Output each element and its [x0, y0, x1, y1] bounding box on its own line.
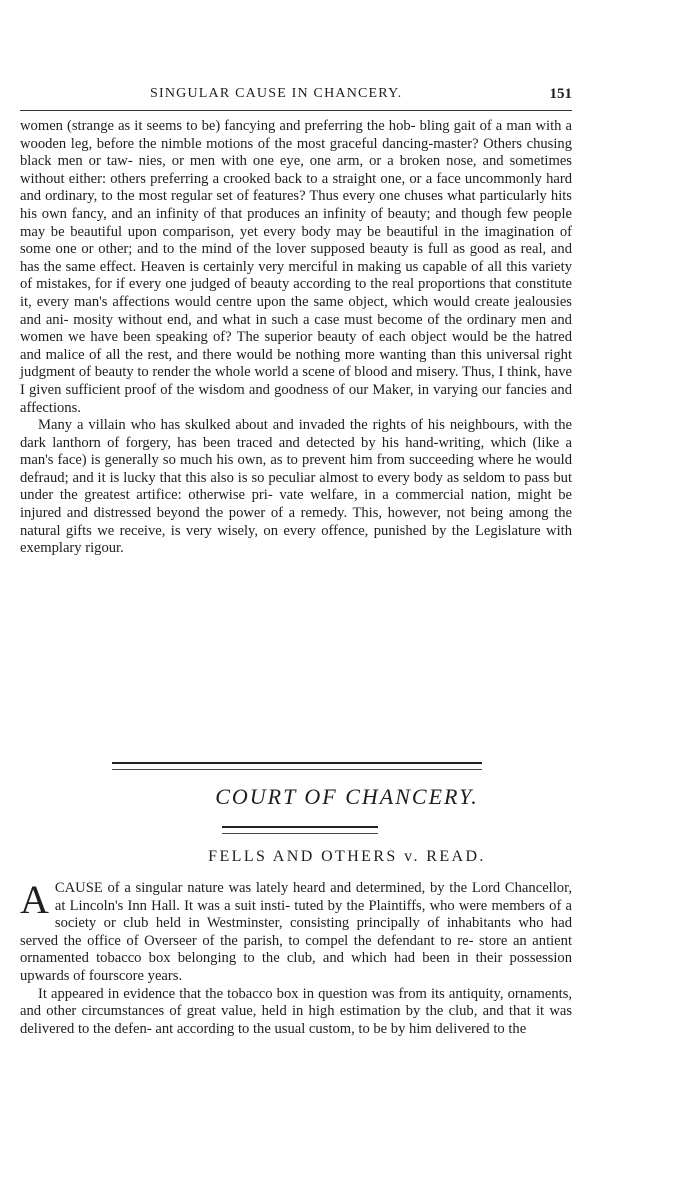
- page-header: [20, 84, 572, 106]
- case-title: FELLS AND OTHERS v. READ.: [208, 848, 486, 865]
- section-divider-top: [112, 762, 482, 770]
- case-paragraph-2: It appeared in evidence that the tobacco box in question was from its antiquity, ornaments, and other circumstances of great value, held in high estimation by the club, and that it was delivered to the defen- ant according to the usual custom, to be by him delivered to the: [20, 985, 573, 1037]
- page-number: 151: [549, 86, 572, 102]
- essay-paragraph-2: Many a villain who has skulked about and invaded the rights of his neighbours, with the dark lanthorn of forgery, has been traced and detected by his hand-writing, which (like a man's face) is generally so much his own, as to prevent him from succeeding where he would defraud; and it is lucky that this also is so peculiar almost to every body as seldom to pass but under the greatest artifice: otherwise pri- vate welfare, in a commercial nation, might be injured and distressed beyond the power of a remedy. This, however, not being among the natural gifts we receive, is very wisely, on every offence, punished by the Legislature with exemplary rigour.: [20, 417, 573, 557]
- header-rule: [20, 110, 572, 111]
- drop-cap: A: [20, 877, 49, 922]
- essay-paragraph-1: women (strange as it seems to be) fancying and preferring the hob- bling gait of a man with a wooden leg, before the nimble motions of the most graceful dancing-master? Others chusing black men or taw- nies, or men with one eye, one arm, or a broken nose, and sometimes without either: others preferring a crooked back to a straight one, or a face uncommonly hard and ordinary, to the most regular set of features? Thus every one chuses what particularly hits his own fancy, and an infinity of that produces an infinity of beauty; and though few people may be beautiful upon comparison, yet every body may be beautiful in the imagination of some one or other; and to the mind of the lover supposed beauty is full as good as real, and has the same effect. Heaven is certainly very merciful in making us capable of all this variety of mistakes, for if every one judged of beauty according to the real proportions that constitute it, every man's affections would centre upon the same object, which would create jealousies and ani- mosity without end, and what in such a case must become of the ordinary men and women we have been speaking of? The superior beauty of each object would be the hatred and malice of all the rest, and there would be nothing more wanting than this universal right judgment of beauty to render the whole world a scene of blood and misery. Thus, I think, have I given sufficient proof of the wisdom and goodness of our Maker, in varying our fancies and affections.: [20, 118, 573, 416]
- case-paragraph-1: A CAUSE of a singular nature was lately heard and determined, by the Lord Chancellor, at Lincoln's Inn Hall. It was a suit insti- tuted by the Plaintiffs, who were members of a society or club held in Westminster, consisting principally of inhabitants who had served the office of Overseer of the parish, to compel the defendant to re- store an antient ornamented tobacco box belonging to the club, and which had been in their possession upwards of fourscore years.: [20, 877, 573, 984]
- case-report-text: [20, 877, 573, 1038]
- section-title: COURT OF CHANCERY.: [215, 784, 479, 809]
- essay-text: [20, 118, 572, 558]
- section-divider-short: [222, 826, 378, 834]
- running-title: SINGULAR CAUSE IN CHANCERY.: [150, 86, 403, 101]
